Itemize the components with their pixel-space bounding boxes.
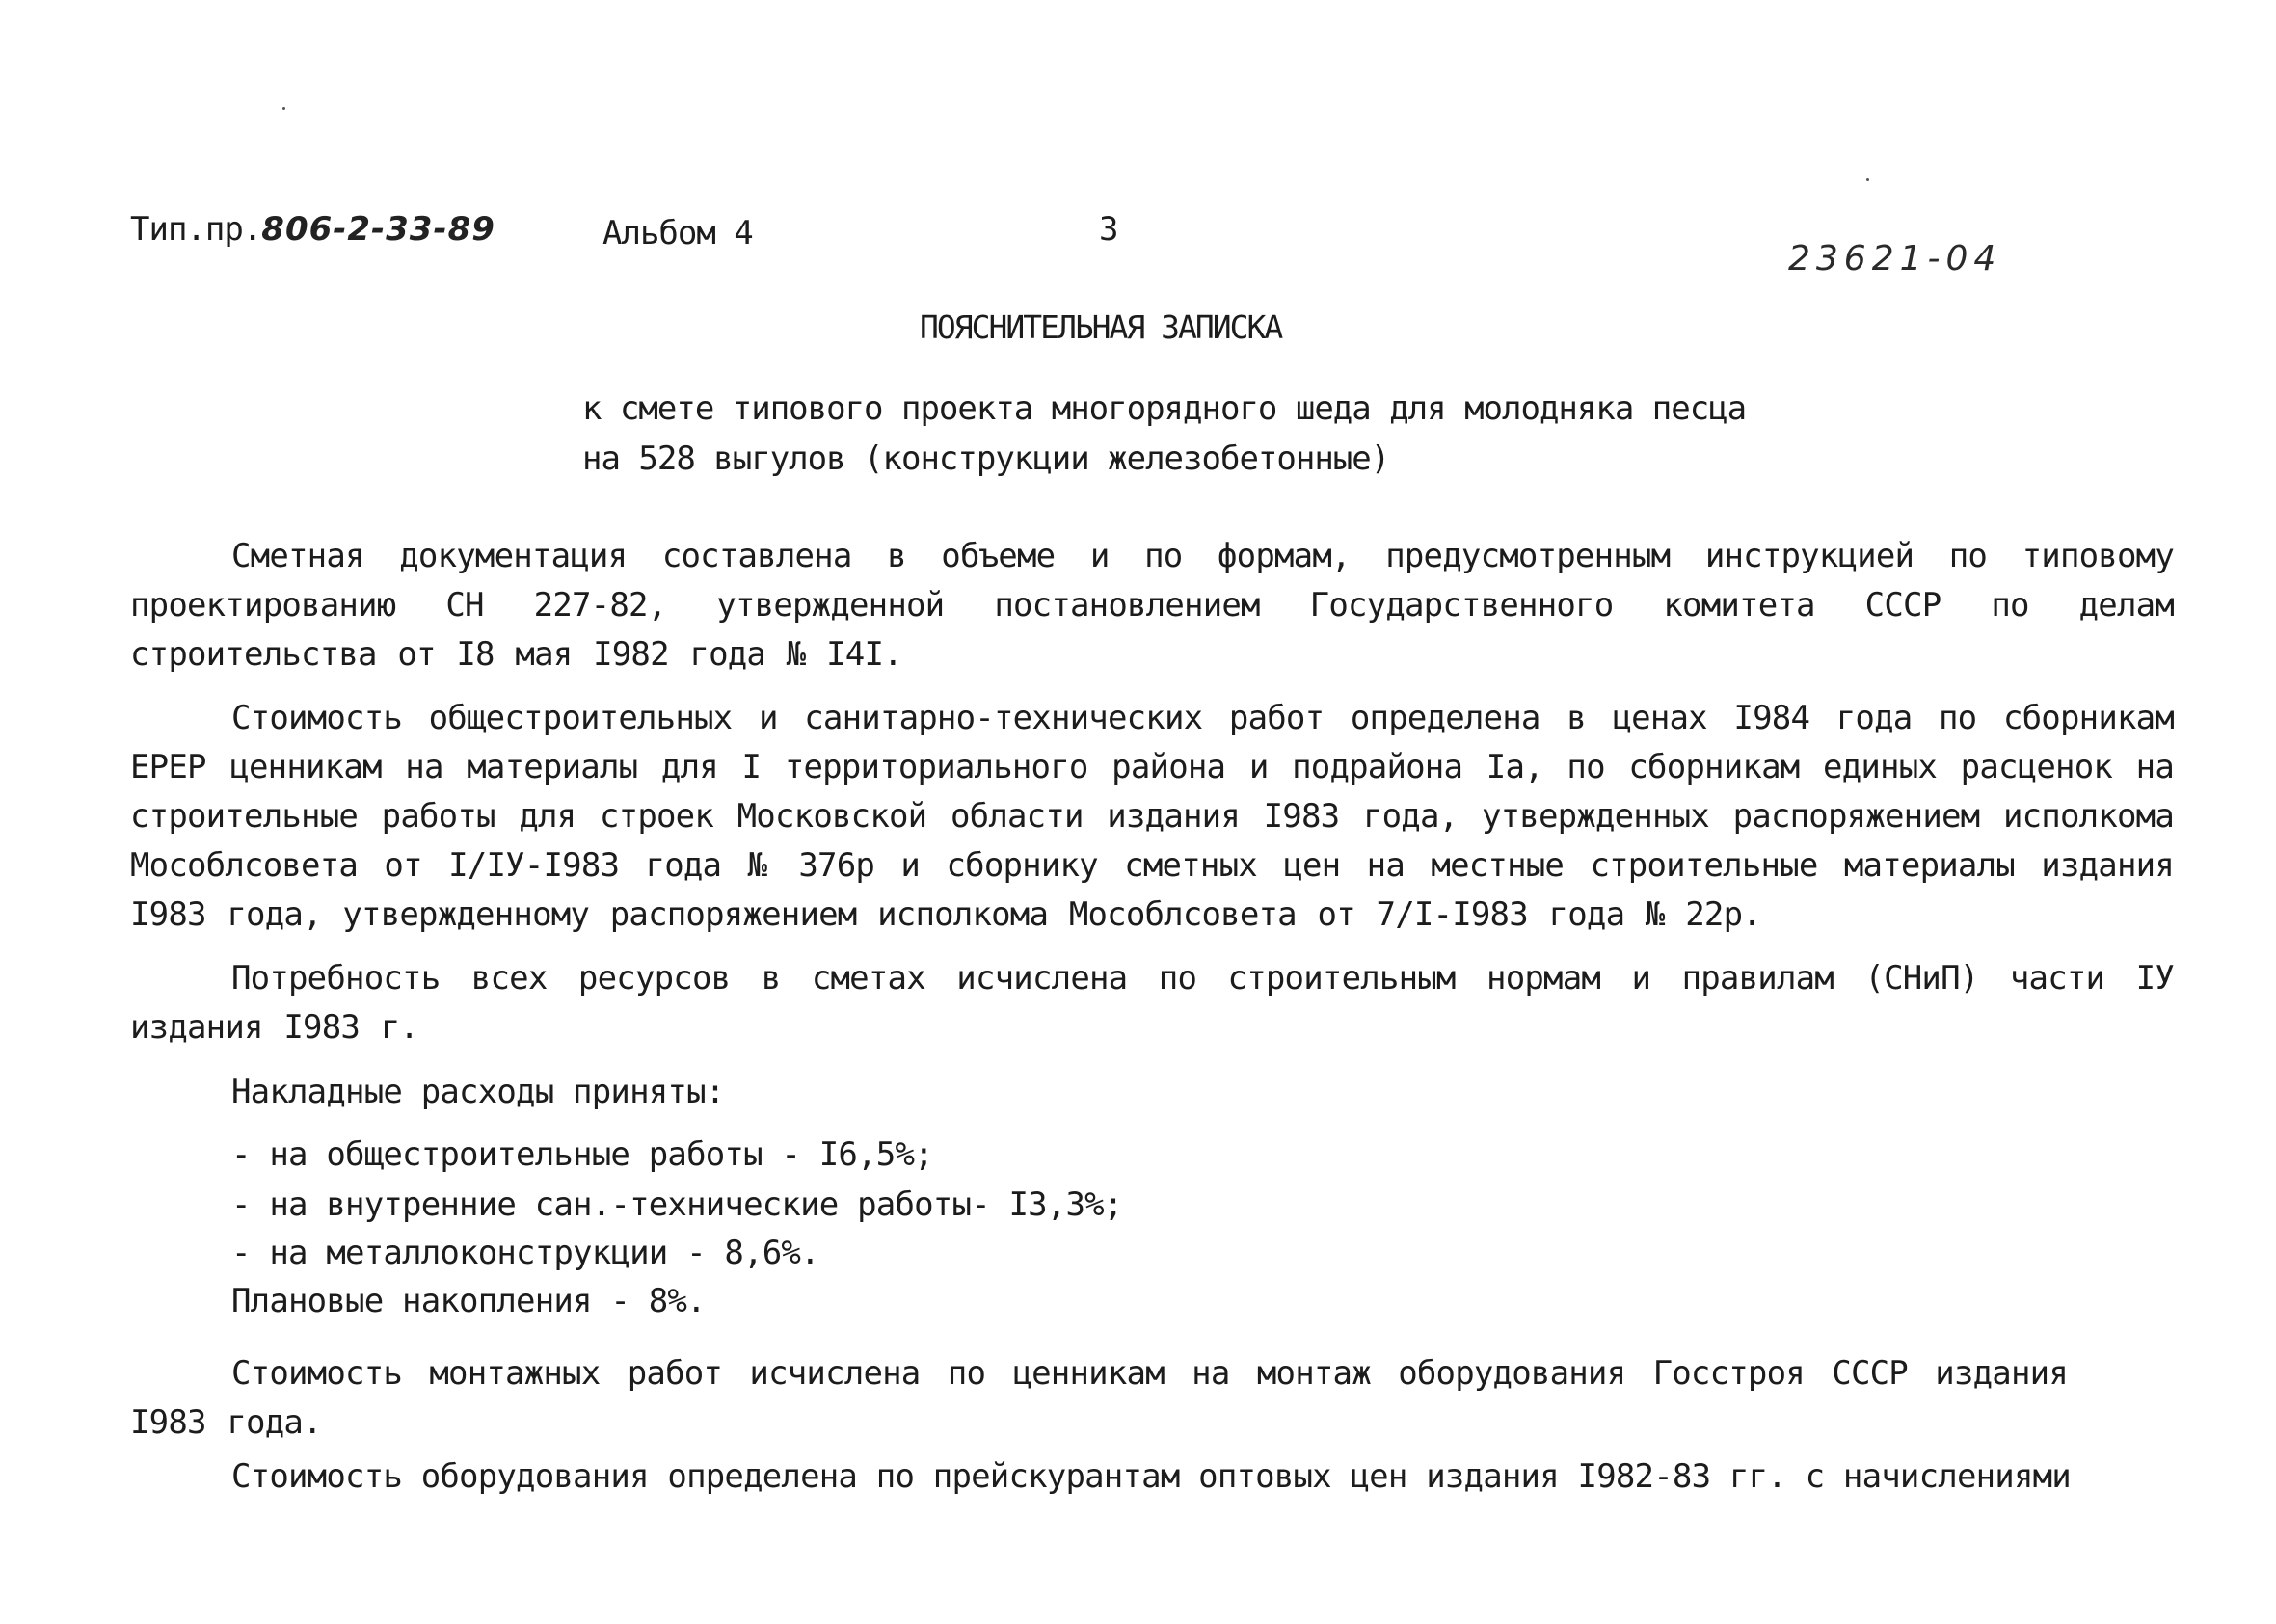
subtitle-line-1: к смете типового проекта многорядного шеда для молодняка песца [582, 389, 1747, 428]
scan-speck [1866, 178, 1869, 181]
paragraph-2-text: Стоимость общестроительных и санитарно-технических работ определена в ценах I984 года по сборникам ЕРЕР ценникам на материалы для I территориального района и подрайона Iа, по сборникам единых расценок на строительные работы для строек Московской области издания I983 года, утвержденных распоряжением исполкома Мособлсовета от I/IУ-I983 года № 376р и сборнику сметных цен на местные строительные материалы издания I983 года, утвержденному распоряжением исполкома Мособлсовета от 7/I-I983 года № 22р. [130, 699, 2174, 934]
inventory-number: 23621-04 [1788, 239, 2002, 279]
paragraph-5 [130, 1349, 2068, 1448]
paragraph-3-text: Потребность всех ресурсов в сметах исчислена по строительным нормам и правилам (СНиП) части IУ издания I983 г. [130, 959, 2174, 1047]
overhead-item: - на общестроительные работы - I6,5%; [231, 1135, 933, 1174]
overhead-item: - на металлоконструкции - 8,6%. [231, 1234, 819, 1272]
paragraph-5-text: Стоимость монтажных работ исчислена по ценникам на монтаж оборудования Госстроя СССР издания I983 года. [130, 1354, 2068, 1442]
paragraph-3 [130, 954, 2174, 1052]
paragraph-2 [130, 694, 2174, 940]
project-code-label: Тип.пр. [130, 210, 262, 249]
overhead-item: - на внутренние сан.-технические работы- I3,3%; [231, 1185, 1123, 1224]
overhead-intro: Накладные расходы приняты: [231, 1073, 725, 1111]
subtitle-line-2: на 528 выгулов (конструкции железобетонные) [582, 439, 1390, 478]
page-header [0, 210, 2276, 279]
project-code [130, 210, 495, 249]
scan-speck [282, 107, 285, 110]
document-title: ПОЯСНИТЕЛЬНАЯ ЗАПИСКА [920, 308, 1282, 346]
page-number: 3 [1099, 210, 1119, 249]
paragraph-1 [130, 532, 2174, 679]
paragraph-1-text: Сметная документация составлена в объеме и по формам, предусмотренным инструкцией по типовому проектированию СН 227-82, утвержденной постановлением Государственного комитета СССР по делам строительства от I8 мая I982 года № I4I. [130, 537, 2174, 674]
planned-savings: Плановые накопления - 8%. [231, 1282, 706, 1320]
project-code-number: 806-2-33-89 [261, 210, 495, 249]
album-label: Альбом 4 [602, 214, 753, 253]
paragraph-6: Стоимость оборудования определена по прейскурантам оптовых цен издания I982-83 гг. с начислениями [231, 1457, 2071, 1496]
